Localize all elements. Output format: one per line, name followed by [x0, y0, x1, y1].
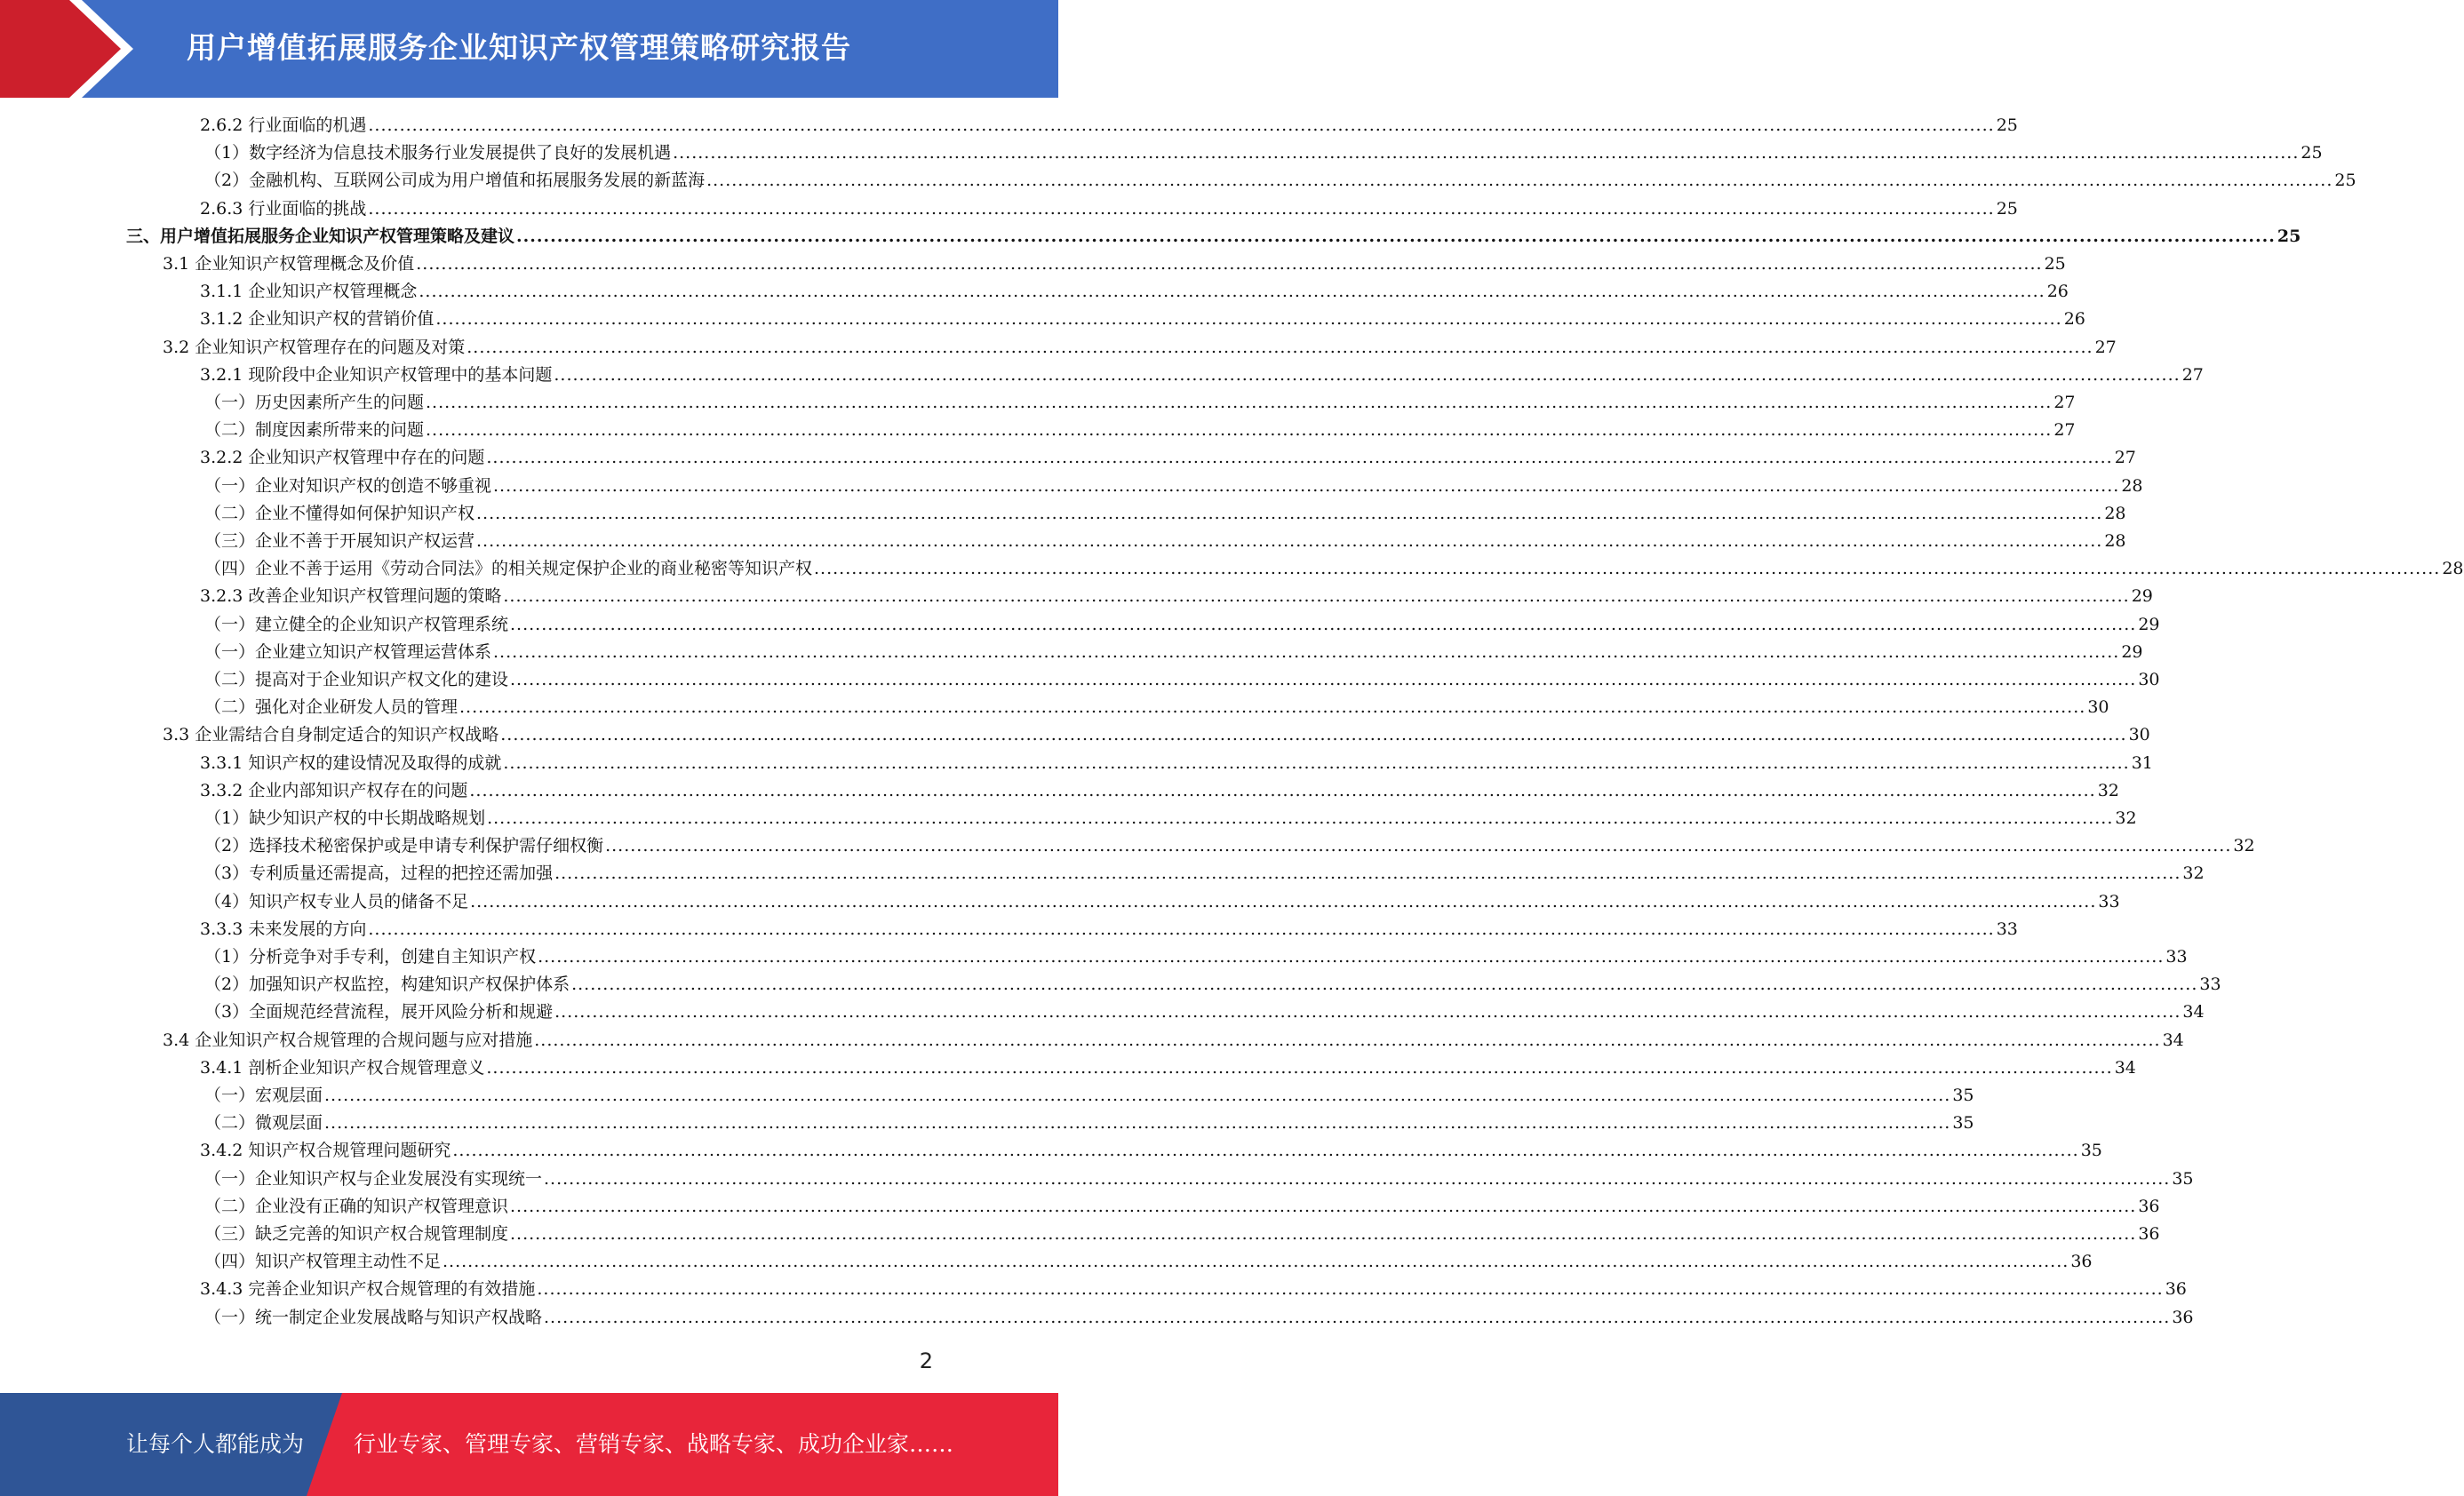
footer-slogan-left: 让每个人都能成为: [126, 1431, 305, 1457]
toc-entry-page: 33: [2199, 975, 2221, 995]
toc-entry[interactable]: [204, 1221, 2160, 1248]
toc-dot-leader: ....................................................................................................................................................................................................................................................................: [510, 614, 2137, 634]
toc-entry[interactable]: [204, 500, 2126, 528]
toc-entry[interactable]: [200, 916, 2018, 943]
toc-entry[interactable]: [200, 278, 2069, 306]
toc-entry-title: 3.1 企业知识产权管理概念及价值: [163, 254, 415, 274]
toc-dot-leader: ....................................................................................................................................................................................................................................................................: [486, 448, 2113, 468]
toc-entry[interactable]: [200, 777, 2119, 805]
toc-entry-title: 2.6.2 行业面临的机遇: [200, 115, 367, 135]
toc-entry[interactable]: [204, 389, 2076, 417]
toc-entry[interactable]: [200, 750, 2153, 777]
toc-entry[interactable]: [204, 611, 2160, 639]
toc-entry-page: 25: [1996, 198, 2018, 219]
toc-entry-page: 29: [2131, 586, 2153, 607]
toc-entry-title: （一）企业知识产权与企业发展没有实现统一: [204, 1168, 543, 1189]
toc-dot-leader: ....................................................................................................................................................................................................................................................................: [554, 364, 2181, 385]
toc-entry-title: 3.4 企业知识产权合规管理的合规问题与应对措施: [163, 1030, 533, 1050]
toc-entry[interactable]: [200, 195, 2018, 223]
toc-entry-title: 3.2.2 企业知识产权管理中存在的问题: [200, 448, 485, 468]
toc-entry[interactable]: [200, 1137, 2102, 1165]
toc-entry[interactable]: [200, 112, 2018, 139]
toc-entry-title: （2）金融机构、互联网公司成为用户增值和拓展服务发展的新蓝海: [204, 171, 706, 191]
toc-dot-leader: ....................................................................................................................................................................................................................................................................: [470, 891, 2097, 911]
toc-entry[interactable]: [163, 721, 2150, 749]
toc-entry-page: 29: [2138, 614, 2160, 634]
toc-dot-leader: ....................................................................................................................................................................................................................................................................: [466, 337, 2093, 357]
toc-entry-page: 27: [2053, 393, 2076, 412]
toc-entry[interactable]: [200, 1054, 2136, 1082]
toc-entry[interactable]: [200, 362, 2204, 389]
toc-entry-title: （二）企业不懂得如何保护知识产权: [204, 503, 475, 523]
toc-entry[interactable]: [204, 860, 2205, 887]
toc-entry-title: 3.2.3 改善企业知识产权管理问题的策略: [200, 586, 502, 607]
toc-dot-leader: ....................................................................................................................................................................................................................................................................: [443, 1252, 2069, 1272]
toc-entry[interactable]: [204, 694, 2109, 721]
toc-entry[interactable]: [204, 139, 2323, 167]
toc-dot-leader: ....................................................................................................................................................................................................................................................................: [516, 226, 2276, 246]
toc-dot-leader: ....................................................................................................................................................................................................................................................................: [368, 919, 1995, 939]
header-red-chevron-icon: [0, 0, 133, 98]
toc-entry-title: （4）知识产权专业人员的储备不足: [204, 891, 469, 911]
toc-entry-page: 30: [2087, 697, 2109, 718]
toc-entry[interactable]: [200, 1276, 2187, 1303]
toc-entry[interactable]: [204, 639, 2143, 666]
toc-entry-title: （一）历史因素所产生的问题: [204, 393, 425, 412]
toc-dot-leader: ....................................................................................................................................................................................................................................................................: [500, 725, 2127, 745]
toc-dot-leader: ....................................................................................................................................................................................................................................................................: [368, 198, 1995, 219]
toc-entry-title: 3.1.1 企业知识产权管理概念: [200, 282, 418, 302]
toc-entry-page: 32: [2115, 808, 2137, 828]
toc-dot-leader: ....................................................................................................................................................................................................................................................................: [426, 420, 2053, 441]
toc-entry-title: 3.1.2 企业知识产权的营销价值: [200, 309, 435, 330]
toc-entry-page: 34: [2114, 1057, 2136, 1078]
toc-entry[interactable]: [204, 805, 2137, 832]
toc-entry-title: 2.6.3 行业面临的挑战: [200, 198, 367, 219]
toc-entry[interactable]: [204, 1193, 2160, 1221]
toc-entry-title: （四）知识产权管理主动性不足: [204, 1252, 442, 1272]
toc-entry-page: 33: [1996, 919, 2018, 939]
toc-entry[interactable]: [204, 999, 2205, 1026]
toc-dot-leader: ....................................................................................................................................................................................................................................................................: [419, 282, 2045, 302]
toc-entry-page: 32: [2097, 780, 2119, 800]
toc-entry-title: 3.2 企业知识产权管理存在的问题及对策: [163, 337, 466, 357]
toc-entry-page: 26: [2063, 309, 2085, 330]
toc-entry-title: （2）加强知识产权监控，构建知识产权保护体系: [204, 975, 570, 995]
toc-entry-title: （三）缺乏完善的知识产权合规管理制度: [204, 1224, 509, 1244]
toc-dot-leader: ....................................................................................................................................................................................................................................................................: [544, 1307, 2171, 1327]
toc-entry-title: （1）缺少知识产权的中长期战略规划: [204, 808, 486, 828]
toc-entry-title: （二）制度因素所带来的问题: [204, 420, 425, 441]
toc-entry-title: （一）企业建立知识产权管理运营体系: [204, 641, 492, 662]
toc-dot-leader: ....................................................................................................................................................................................................................................................................: [469, 780, 2096, 800]
toc-entry-page: 36: [2172, 1307, 2194, 1327]
toc-entry-title: （三）企业不善于开展知识产权运营: [204, 531, 475, 551]
toc-dot-leader: ....................................................................................................................................................................................................................................................................: [538, 947, 2165, 967]
toc-entry-title: （二）企业没有正确的知识产权管理意识: [204, 1196, 509, 1216]
toc-entry[interactable]: [200, 306, 2085, 333]
toc-entry-title: （3）专利质量还需提高，过程的把控还需加强: [204, 863, 554, 884]
toc-entry-title: 3.4.3 完善企业知识产权合规管理的有效措施: [200, 1279, 536, 1300]
toc-entry-title: 三、用户增值拓展服务企业知识产权管理策略及建议: [126, 226, 515, 246]
toc-dot-leader: ....................................................................................................................................................................................................................................................................: [324, 1113, 1951, 1134]
toc-entry-page: 35: [2080, 1141, 2102, 1161]
toc-entry-page: 34: [2182, 1002, 2205, 1023]
toc-dot-leader: ....................................................................................................................................................................................................................................................................: [814, 559, 2441, 579]
toc-dot-leader: ....................................................................................................................................................................................................................................................................: [534, 1030, 2161, 1050]
toc-entry-title: （1）分析竞争对手专利，创建自主知识产权: [204, 947, 537, 967]
toc-dot-leader: ....................................................................................................................................................................................................................................................................: [503, 586, 2130, 607]
toc-dot-leader: ....................................................................................................................................................................................................................................................................: [537, 1279, 2164, 1300]
toc-entry[interactable]: [204, 943, 2188, 971]
toc-entry-title: （四）企业不善于运用《劳动合同法》的相关规定保护企业的商业秘密等知识产权: [204, 559, 813, 579]
toc-dot-leader: ....................................................................................................................................................................................................................................................................: [493, 641, 2120, 662]
toc-entry[interactable]: [204, 528, 2126, 555]
toc-entry-title: （一）企业对知识产权的创造不够重视: [204, 475, 492, 496]
toc-dot-leader: ....................................................................................................................................................................................................................................................................: [673, 143, 2300, 163]
report-title: 用户增值拓展服务企业知识产权管理策略研究报告: [187, 30, 851, 65]
toc-dot-leader: ....................................................................................................................................................................................................................................................................: [510, 1196, 2137, 1216]
toc-entry-page: 28: [2121, 475, 2143, 496]
toc-entry-title: （一）统一制定企业发展战略与知识产权战略: [204, 1307, 543, 1327]
toc-entry-title: （一）建立健全的企业知识产权管理系统: [204, 614, 509, 634]
toc-entry-title: （二）提高对于企业知识产权文化的建设: [204, 670, 509, 689]
toc-entry-title: （一）宏观层面: [204, 1086, 323, 1105]
toc-entry-title: 3.4.1 剖析企业知识产权合规管理意义: [200, 1057, 485, 1078]
toc-entry-page: 27: [2114, 448, 2136, 468]
toc-entry-page: 35: [2172, 1168, 2194, 1189]
toc-dot-leader: ....................................................................................................................................................................................................................................................................: [510, 1224, 2137, 1244]
toc-entry-page: 35: [1952, 1086, 1974, 1105]
toc-dot-leader: ....................................................................................................................................................................................................................................................................: [435, 309, 2062, 330]
toc-entry-page: 36: [2165, 1279, 2187, 1300]
toc-entry[interactable]: [200, 444, 2136, 472]
toc-dot-leader: ....................................................................................................................................................................................................................................................................: [476, 531, 2103, 551]
toc-entry[interactable]: [204, 832, 2255, 860]
toc-dot-leader: ....................................................................................................................................................................................................................................................................: [324, 1086, 1951, 1105]
toc-entry-page: 26: [2046, 282, 2069, 302]
toc-entry-page: 25: [2334, 171, 2356, 191]
toc-entry-title: （3）全面规范经营流程，展开风险分析和规避: [204, 1002, 554, 1023]
toc-dot-leader: ....................................................................................................................................................................................................................................................................: [544, 1168, 2171, 1189]
toc-dot-leader: ....................................................................................................................................................................................................................................................................: [476, 503, 2103, 523]
toc-entry-page: 25: [2277, 226, 2301, 246]
toc-dot-leader: ....................................................................................................................................................................................................................................................................: [493, 475, 2120, 496]
toc-entry[interactable]: [204, 1248, 2093, 1276]
toc-entry-page: 33: [2165, 947, 2188, 967]
toc-entry-title: （2）选择技术秘密保护或是申请专利保护需仔细权衡: [204, 836, 604, 856]
toc-entry-page: 33: [2098, 891, 2120, 911]
toc-entry-page: 25: [1996, 115, 2018, 135]
toc-entry[interactable]: [204, 1082, 1974, 1110]
toc-entry[interactable]: [204, 888, 2120, 916]
toc-dot-leader: ....................................................................................................................................................................................................................................................................: [426, 393, 2053, 412]
toc-entry[interactable]: [204, 473, 2143, 500]
toc-dot-leader: ....................................................................................................................................................................................................................................................................: [706, 171, 2333, 191]
toc-entry[interactable]: [126, 223, 2301, 251]
toc-entry-page: 31: [2131, 752, 2153, 773]
toc-entry[interactable]: [204, 555, 2464, 583]
toc-entry-page: 32: [2182, 863, 2205, 884]
page-footer: [0, 1393, 1058, 1496]
toc-dot-leader: ....................................................................................................................................................................................................................................................................: [416, 254, 2043, 274]
toc-entry-page: 25: [2044, 254, 2066, 274]
toc-entry[interactable]: [204, 1166, 2194, 1193]
footer-slogan-right: 行业专家、管理专家、营销专家、战略专家、成功企业家……: [354, 1431, 954, 1457]
toc-dot-leader: ....................................................................................................................................................................................................................................................................: [486, 1057, 2113, 1078]
toc-dot-leader: ....................................................................................................................................................................................................................................................................: [487, 808, 2114, 828]
toc-dot-leader: ....................................................................................................................................................................................................................................................................: [605, 836, 2232, 856]
toc-dot-leader: ....................................................................................................................................................................................................................................................................: [510, 670, 2137, 689]
toc-entry-title: 3.2.1 现阶段中企业知识产权管理中的基本问题: [200, 364, 553, 385]
toc-entry-page: 32: [2233, 836, 2255, 856]
toc-entry-page: 36: [2138, 1196, 2160, 1216]
page-number: 2: [919, 1349, 933, 1373]
toc-entry-title: 3.4.2 知识产权合规管理问题研究: [200, 1141, 451, 1161]
page-header: [0, 0, 1058, 98]
toc-entry-page: 28: [2442, 559, 2464, 579]
toc-entry[interactable]: [204, 1304, 2194, 1332]
toc-entry-page: 29: [2121, 641, 2143, 662]
toc-entry-page: 27: [2181, 364, 2204, 385]
toc-entry-title: （二）微观层面: [204, 1113, 323, 1134]
toc-entry[interactable]: [163, 1027, 2184, 1054]
toc-entry-page: 25: [2301, 143, 2323, 163]
toc-dot-leader: ....................................................................................................................................................................................................................................................................: [452, 1141, 2079, 1161]
toc-entry-page: 34: [2162, 1030, 2184, 1050]
toc-entry-page: 35: [1952, 1113, 1974, 1134]
toc-entry-page: 27: [2053, 420, 2076, 441]
toc-dot-leader: ....................................................................................................................................................................................................................................................................: [459, 697, 2086, 718]
toc-entry-title: （二）强化对企业研发人员的管理: [204, 697, 459, 718]
toc-entry[interactable]: [204, 167, 2356, 195]
toc-entry[interactable]: [204, 417, 2076, 444]
toc-dot-leader: ....................................................................................................................................................................................................................................................................: [554, 1002, 2181, 1023]
toc-entry-page: 28: [2104, 503, 2126, 523]
toc-entry-title: 3.3.2 企业内部知识产权存在的问题: [200, 780, 468, 800]
toc-entry[interactable]: [204, 1110, 1974, 1137]
toc-dot-leader: ....................................................................................................................................................................................................................................................................: [554, 863, 2181, 884]
toc-entry-title: 3.3.1 知识产权的建设情况及取得的成就: [200, 752, 502, 773]
toc-entry-title: （1）数字经济为信息技术服务行业发展提供了良好的发展机遇: [204, 143, 672, 163]
toc-entry-page: 36: [2070, 1252, 2093, 1272]
toc-entry-page: 36: [2138, 1224, 2160, 1244]
toc-entry-page: 27: [2094, 337, 2117, 357]
toc-entry[interactable]: [204, 666, 2160, 694]
toc-dot-leader: ....................................................................................................................................................................................................................................................................: [368, 115, 1995, 135]
toc-entry[interactable]: [163, 334, 2117, 362]
toc-entry-title: 3.3 企业需结合自身制定适合的知识产权战略: [163, 725, 499, 745]
toc-entry[interactable]: [204, 971, 2221, 999]
toc-dot-leader: ....................................................................................................................................................................................................................................................................: [571, 975, 2198, 995]
toc-entry[interactable]: [200, 583, 2153, 610]
toc-dot-leader: ....................................................................................................................................................................................................................................................................: [503, 752, 2130, 773]
toc-entry-page: 30: [2128, 725, 2150, 745]
toc-entry-page: 28: [2104, 531, 2126, 551]
toc-entry-title: 3.3.3 未来发展的方向: [200, 919, 367, 939]
toc-entry[interactable]: [163, 251, 2066, 278]
toc-entry-page: 30: [2138, 670, 2160, 689]
